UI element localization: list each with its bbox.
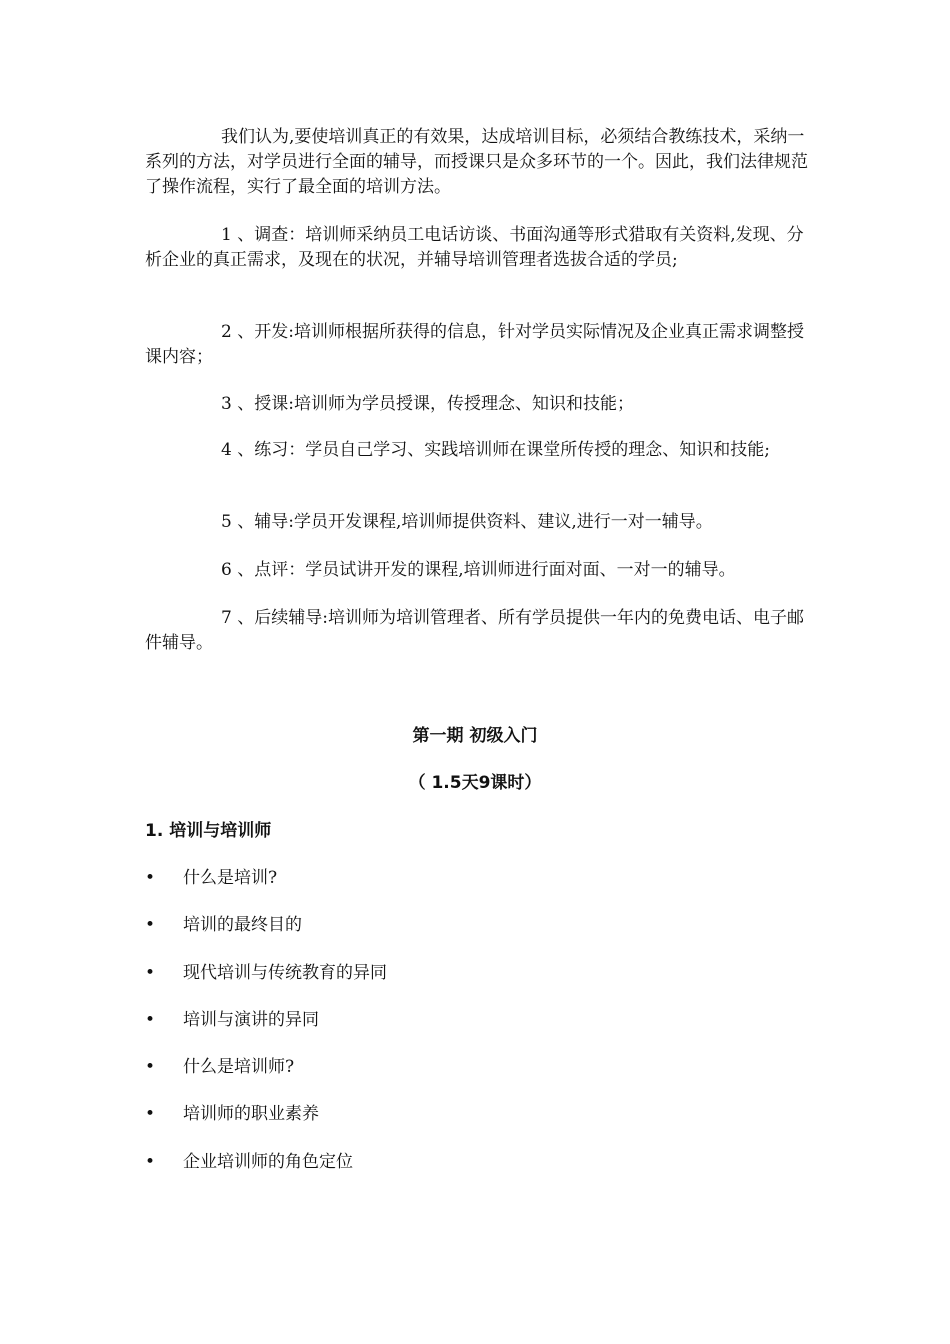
section-title: 1. 培训与培训师 <box>145 821 272 841</box>
list-item <box>145 1150 353 1174</box>
step-paragraph-4 <box>145 438 815 463</box>
step-paragraph-7 <box>145 606 815 656</box>
list-item-text: 现代培训与传统教育的异同 <box>183 963 387 983</box>
list-item-text: 什么是培训师? <box>183 1057 295 1077</box>
bullet-icon: • <box>145 1057 156 1077</box>
period-duration: （ 1.5天9课时） <box>408 773 542 793</box>
bullet-icon: • <box>145 1104 156 1124</box>
list-item-text: 培训与演讲的异同 <box>183 1010 319 1030</box>
period-title: 第一期 初级入门 <box>412 726 538 746</box>
step-text: 3 、授课:培训师为学员授课，传授理念、知识和技能； <box>221 394 634 414</box>
step-text: 5 、辅导:学员开发课程,培训师提供资料、建议,进行一对一辅导。 <box>221 512 713 532</box>
list-item <box>145 1102 319 1126</box>
bullet-icon: • <box>145 868 156 888</box>
step-text: 6 、点评：学员试讲开发的课程,培训师进行面对面、一对一的辅导。 <box>221 560 736 580</box>
list-item-text: 什么是培训? <box>183 868 278 888</box>
step-text: 2 、开发:培训师根据所获得的信息，针对学员实际情况及企业真正需求调整授课内容； <box>145 322 804 367</box>
bullet-icon: • <box>145 1152 156 1172</box>
list-item-text: 培训师的职业素养 <box>183 1104 319 1124</box>
list-item <box>145 961 387 985</box>
intro-paragraph <box>145 125 815 200</box>
list-item <box>145 1055 294 1079</box>
list-item-text: 培训的最终目的 <box>183 915 302 935</box>
step-paragraph-2 <box>145 320 815 370</box>
list-item <box>145 1008 319 1032</box>
bullet-icon: • <box>145 1010 156 1030</box>
step-text: 7 、后续辅导:培训师为培训管理者、所有学员提供一年内的免费电话、电子邮件辅导。 <box>145 608 804 653</box>
step-paragraph-1 <box>145 223 815 273</box>
step-paragraph-5 <box>145 510 815 535</box>
step-text: 4 、练习：学员自己学习、实践培训师在课堂所传授的理念、知识和技能; <box>221 440 770 460</box>
list-item <box>145 866 277 890</box>
step-text: 1 、调查：培训师采纳员工电话访谈、书面沟通等形式猎取有关资料,发现、分析企业的真正需求，及现在的状况，并辅导培训管理者选拔合适的学员; <box>145 225 804 270</box>
bullet-icon: • <box>145 963 156 983</box>
list-item <box>145 913 302 937</box>
list-item-text: 企业培训师的角色定位 <box>183 1152 353 1172</box>
intro-text: 我们认为,要使培训真正的有效果，达成培训目标，必须结合教练技术，采纳一系列的方法，对学员进行全面的辅导，而授课只是众多环节的一个。因此，我们法律规范了操作流程，实行了最全面的培训方法。 <box>145 127 808 197</box>
bullet-icon: • <box>145 915 156 935</box>
step-paragraph-3 <box>145 392 815 417</box>
step-paragraph-6 <box>145 558 815 583</box>
